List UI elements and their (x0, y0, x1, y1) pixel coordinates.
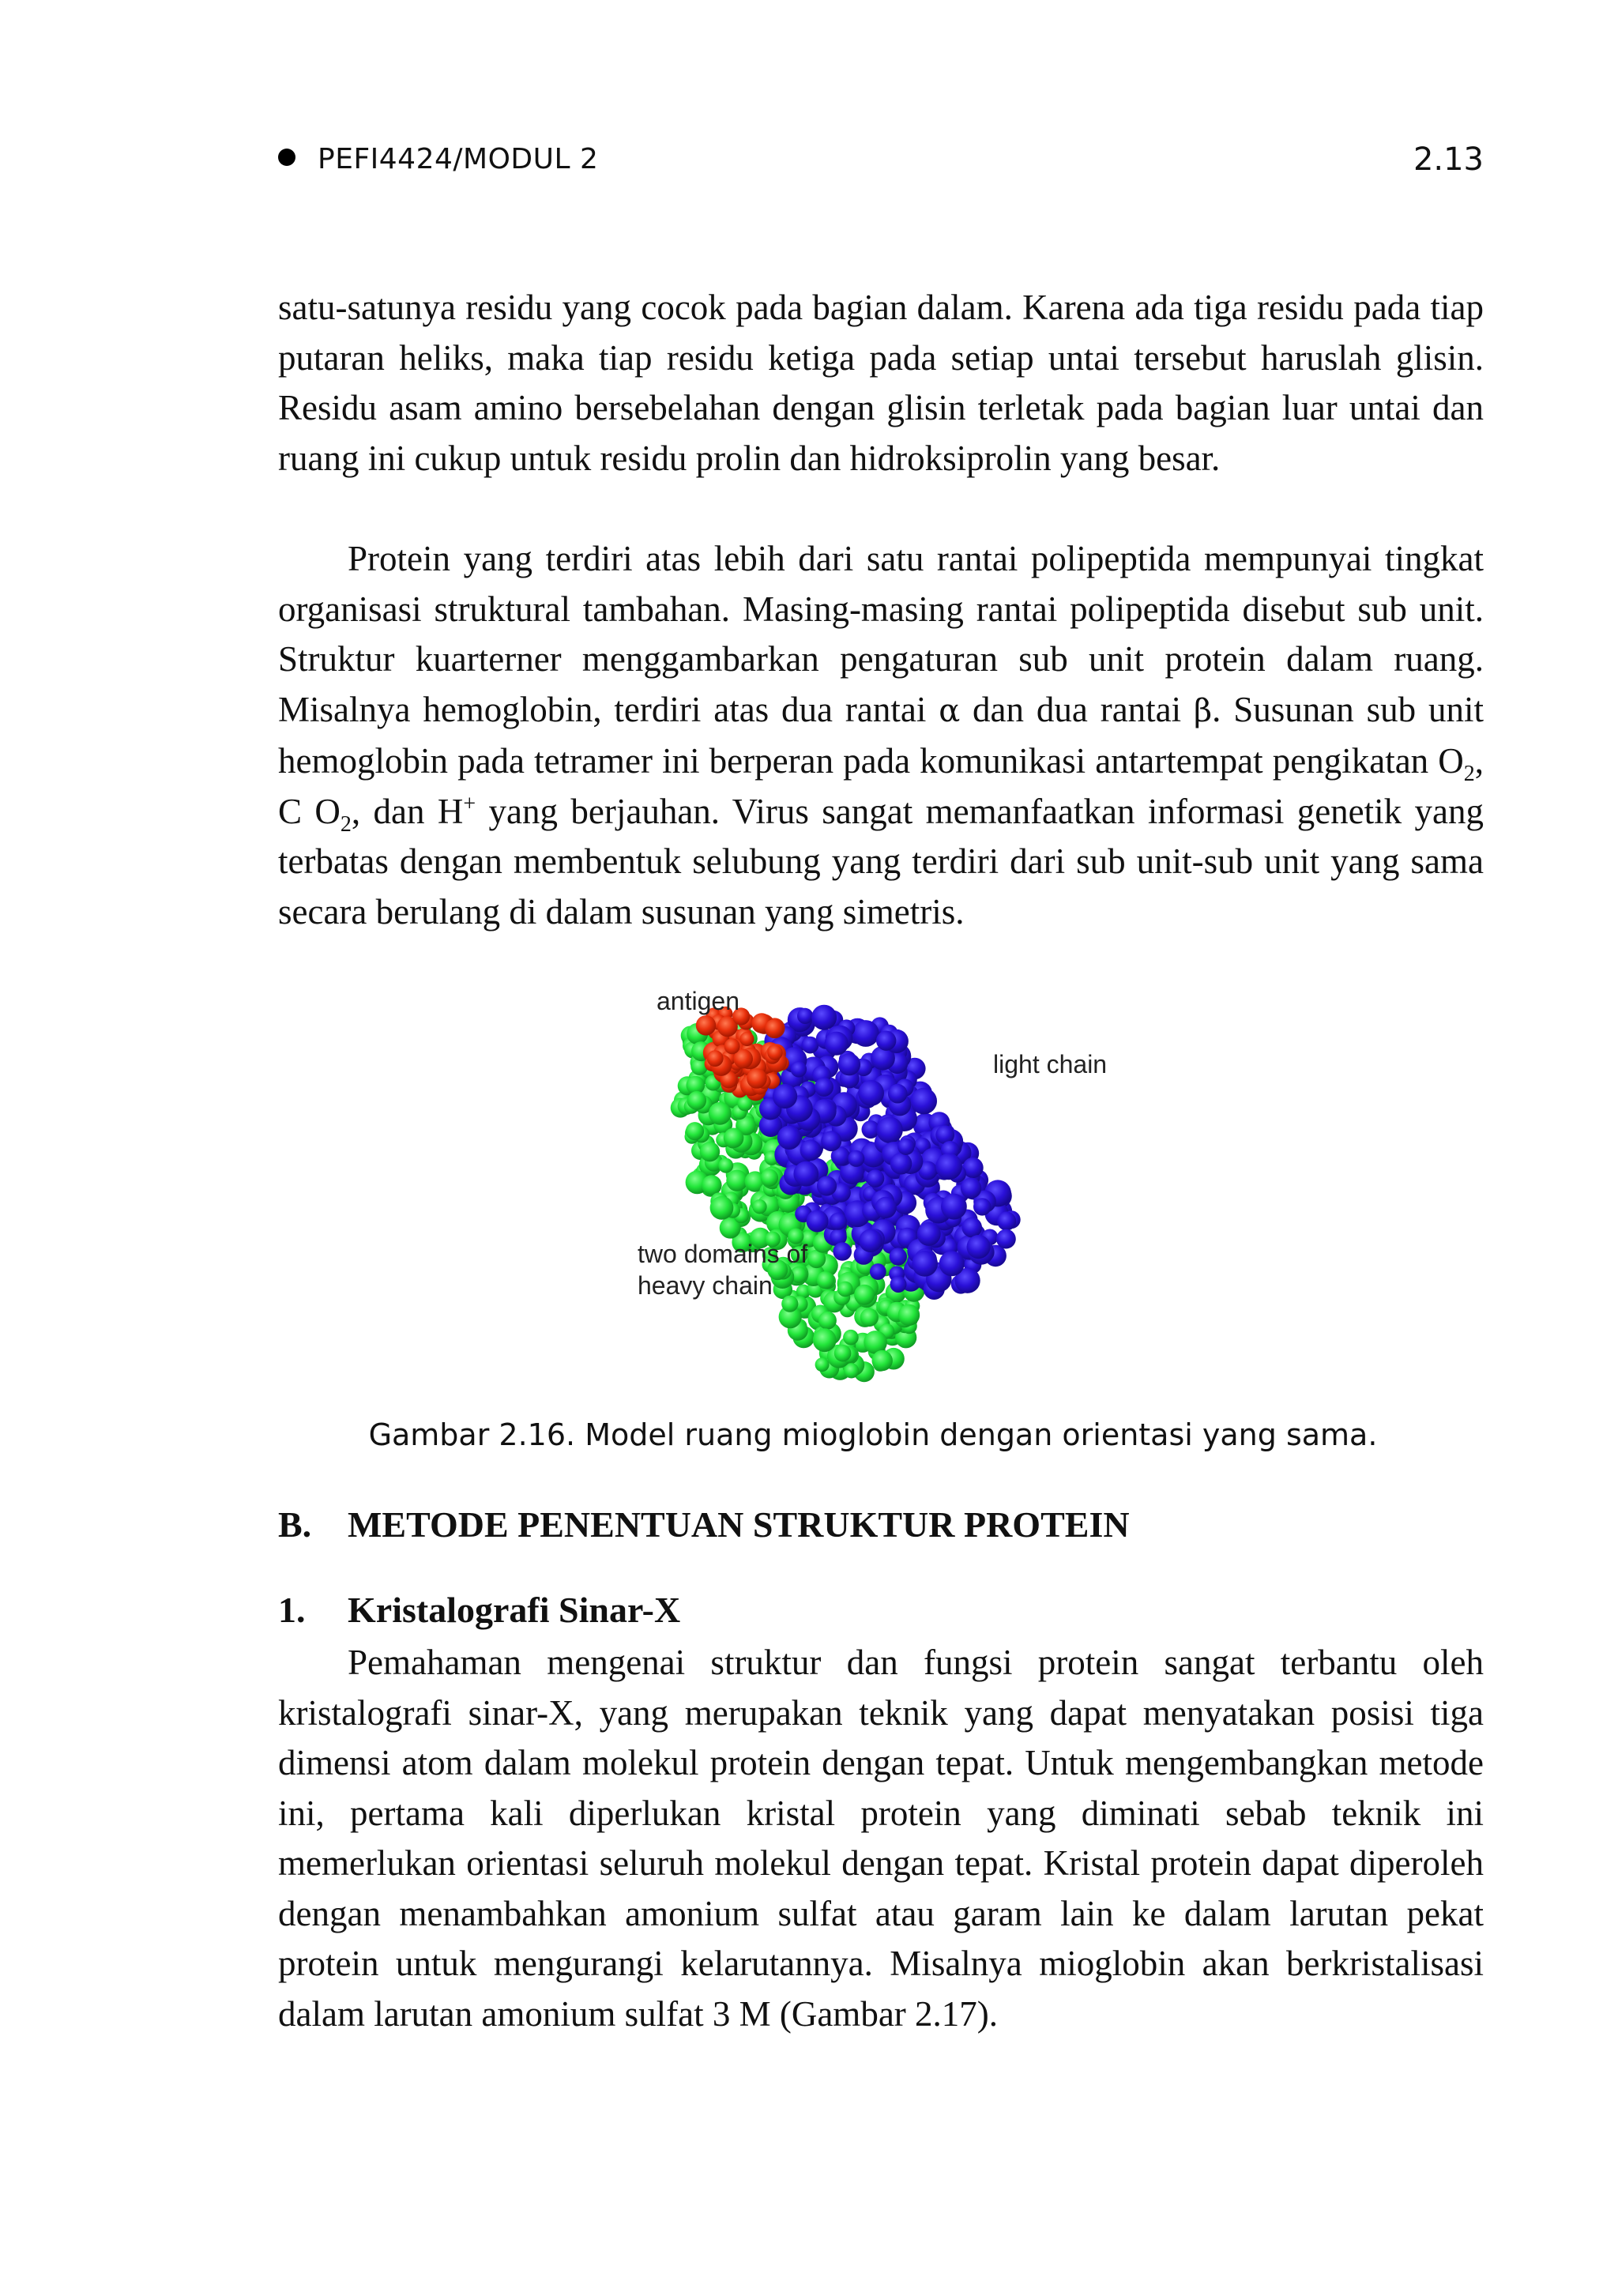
heavy-chain-atom (898, 1304, 920, 1326)
light-chain-atom (791, 1061, 807, 1077)
antigen-atom (739, 1032, 754, 1046)
light-chain-atom (997, 1211, 1016, 1230)
alpha-symbol: α (939, 692, 961, 729)
light-chain-atom (935, 1154, 962, 1180)
antigen-atom (696, 1015, 716, 1035)
antigen-atom (765, 1019, 784, 1038)
light-chain-atom (797, 1008, 813, 1024)
heavy-chain-atom (813, 1328, 837, 1352)
heavy-chain-atom (818, 1312, 837, 1330)
light-chain-atom (848, 1150, 864, 1167)
light-chain-atom (917, 1222, 941, 1246)
light-chain-atom (815, 1078, 833, 1097)
light-chain-atom (961, 1178, 981, 1199)
antigen-atom (707, 1050, 724, 1067)
light-chain-atom (890, 1153, 912, 1175)
antigen-atom (767, 1045, 782, 1060)
heavy-chain-atom (724, 1128, 744, 1149)
light-chain-atom (777, 1126, 801, 1150)
light-chain-atom (967, 1235, 991, 1259)
subsection-heading: 1. Kristalografi Sinar-X (278, 1590, 681, 1630)
heavy-chain-atom (709, 1102, 732, 1125)
bullet-icon (278, 149, 295, 166)
heavy-chain-atom (718, 1158, 733, 1173)
label-heavy-chain: two domains of heavy chain (638, 1240, 808, 1300)
heavy-chain-atom (752, 1199, 766, 1214)
light-chain-atom (821, 1131, 841, 1151)
heavy-chain-atom (686, 1122, 704, 1140)
light-chain-atom (876, 1117, 902, 1143)
light-chain-atom (811, 1005, 837, 1030)
heavy-chain-atom (710, 1196, 734, 1220)
light-chain-atom (838, 1053, 860, 1075)
label-antigen: antigen (657, 987, 739, 1015)
light-chain-atom (793, 1161, 818, 1187)
light-chain-atom (912, 1251, 938, 1277)
light-chain-atom (852, 1020, 879, 1047)
paragraph-3: Pemahaman mengenai struktur dan fungsi protein sangat terbantu oleh kristalografi sinar-X, yang merupakan teknik yang dapat menyatakan posisi tiga dimensi atom dalam molekul protein dengan tepat. Untuk mengembangkan metode ini, pertama kali diperlukan kristal protein yang diminati sebab teknik ini memerlukan orientasi seluruh molekul dengan tepat. Kristal protein dapat diperoleh dengan menambahkan amonium sulfat atau garam lain ke dalam larutan pekat protein untuk mengurangi kelarutannya. Misalnya mioglobin akan berkristalisasi dalam larutan amonium sulfat 3 M (Gambar 2.17). (278, 1643, 1484, 2034)
light-chain-atom (858, 1080, 884, 1106)
light-chain-atom (961, 1218, 982, 1238)
light-chain-atom (973, 1198, 991, 1215)
light-chain-atom (996, 1229, 1016, 1249)
light-chain-atom (897, 1139, 914, 1155)
heavy-chain-atom (761, 1169, 778, 1187)
antigen-atom (724, 1038, 740, 1054)
module-code: PEFI4424/MODUL 2 (318, 143, 599, 175)
protein-space-filling-figure (624, 984, 1161, 1395)
antigen-atom (747, 1068, 767, 1089)
protein-model-illustration (624, 984, 1161, 1395)
paragraph-1: satu-satunya residu yang cocok pada bagian dalam. Karena ada tiga residu pada tiap putaran heliks, maka tiap residu ketiga pada setiap untai tersebut haruslah glisin. Residu asam amino bersebelahan dengan glisin terletak pada bagian luar untai dan ruang ini cukup untuk residu prolin dan hidroksiprolin yang besar. (278, 288, 1484, 478)
protein-atoms (671, 1005, 1021, 1383)
beta-symbol: β (1194, 692, 1213, 729)
light-chain-atom (888, 1084, 908, 1104)
light-chain-atom (876, 1031, 896, 1051)
figure-caption: Gambar 2.16. Model ruang mioglobin dengan orientasi yang sama. (368, 1417, 1378, 1452)
light-chain-atom (867, 1169, 885, 1188)
light-chain-atom (875, 1197, 897, 1218)
paragraph-2: Protein yang terdiri atas lebih dari satu rantai polipeptida mempunyai tingkat organisasi struktural tambahan. Masing-masing rantai polipeptida disebut sub unit. Struktur kuarterner menggambarkan pengaturan sub unit protein dalam ruang. Misalnya hemoglobin, terdiri atas dua rantai α dan dua rantai β. Susunan sub unit hemoglobin pada tetramer ini berperan pada komunikasi antartempat pengikatan $O_2$, C $O_2$, dan H+ yang berjauhan. Virus sangat memanfaatkan informasi genetik yang terbatas dengan membentuk selubung yang terdiri dari sub unit-sub unit yang sama secara berulang di dalam susunan yang simetris. (278, 539, 1484, 932)
light-chain-atom (830, 1213, 847, 1230)
light-chain-atom (807, 1210, 829, 1233)
heavy-chain-atom (726, 1170, 747, 1191)
light-chain-atom (800, 1139, 822, 1161)
light-chain-atom (773, 1084, 797, 1108)
heavy-chain-atom (872, 1350, 893, 1371)
heavy-chain-atom (687, 1091, 706, 1110)
heavy-chain-atom (700, 1142, 720, 1161)
light-chain-atom (890, 1248, 907, 1265)
light-chain-atom (859, 1229, 882, 1252)
heavy-chain-atom (834, 1345, 852, 1362)
page-number: 2.13 (1413, 141, 1484, 178)
section-heading: B. METODE PENENTUAN STRUKTUR PROTEIN (278, 1504, 1130, 1545)
page-header (278, 136, 1484, 183)
light-chain-atom (890, 1276, 907, 1293)
light-chain-atom (939, 1251, 965, 1276)
heavy-chain-atom (854, 1285, 875, 1305)
light-chain-atom (910, 1088, 937, 1115)
light-chain-atom (870, 1263, 886, 1280)
heavy-chain-atom (843, 1330, 859, 1346)
light-chain-atom (825, 1032, 849, 1056)
light-chain-atom (817, 1176, 837, 1195)
heavy-chain-atom (860, 1308, 879, 1327)
label-light-chain: light chain (993, 1050, 1108, 1078)
light-chain-atom (941, 1194, 967, 1220)
heavy-chain-atom (702, 1175, 722, 1195)
heavy-chain-atom (815, 1357, 830, 1372)
